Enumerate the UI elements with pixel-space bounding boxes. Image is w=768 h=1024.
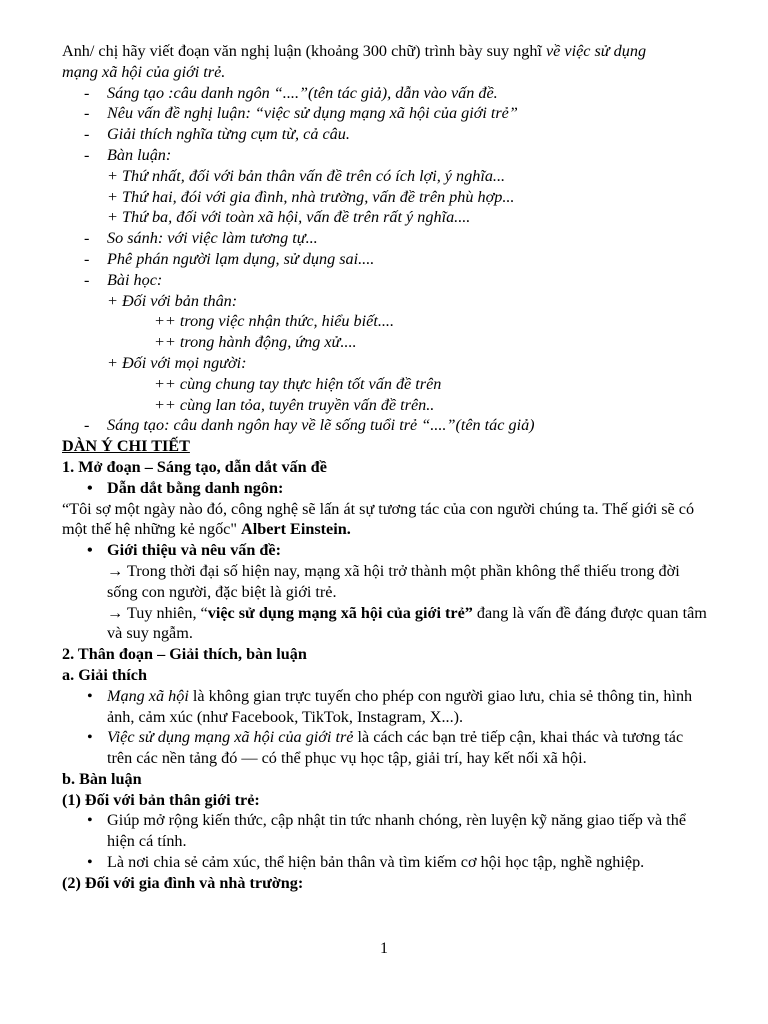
outline-item: - Sáng tạo :câu danh ngôn “....”(tên tác giả), dẫn vào vấn đề.: [84, 83, 498, 102]
document-body: [62, 41, 712, 894]
outline-subitem: + Thứ hai, đói với gia đình, nhà trường, vấn đề trên phù hợp...: [107, 187, 515, 206]
bullet-item: • Mạng xã hội là không gian trực tuyến cho phép con người giao lưu, chia sẻ thông tin, hình ảnh, cảm xúc (như Facebook, TikTok, Instagram, X...).: [87, 686, 693, 726]
section-heading: 1. Mở đoạn – Sáng tạo, dẫn dắt vấn đề: [62, 457, 327, 476]
outline-item: - So sánh: với việc làm tương tự...: [84, 229, 318, 248]
outline-subitem: + Đối với mọi người:: [107, 353, 247, 372]
bullet-item: • Dẫn dắt bằng danh ngôn:: [87, 478, 284, 497]
bullet-item: • Là nơi chia sẻ cảm xúc, thể hiện bản thân và tìm kiếm cơ hội học tập, nghề nghiệp.: [87, 853, 645, 872]
arrow-icon: →: [107, 603, 124, 622]
bullet-item: • Việc sử dụng mạng xã hội của giới trẻ là cách các bạn trẻ tiếp cận, khai thác và tương tác trên các nền tảng đó — có thể phục vụ học tập, giải trí, hay kết nối xã hội.: [87, 728, 684, 768]
arrow-icon: →: [107, 561, 124, 580]
subsection-heading: b. Bàn luận: [62, 769, 142, 788]
prompt-topic: về việc sử dụng: [545, 42, 647, 60]
outline-item: - Giải thích nghĩa từng cụm từ, cả câu.: [84, 125, 350, 144]
bullet-dot: •: [87, 686, 93, 705]
bullet-item: • Giới thiệu và nêu vấn đề:: [87, 541, 282, 560]
outline-subitem: + Đối với bản thân:: [107, 291, 238, 310]
subsection-heading: (2) Đối với gia đình và nhà trường:: [62, 873, 304, 892]
bullet-dot: •: [87, 853, 93, 872]
section-title: DÀN Ý CHI TIẾT: [62, 437, 190, 456]
section-heading: 2. Thân đoạn – Giải thích, bàn luận: [62, 645, 307, 664]
arrow-paragraph: → Tuy nhiên, “việc sử dụng mạng xã hội của giới trẻ” đang là vấn đề đáng được quan tâm và suy ngẫm.: [107, 603, 707, 643]
outline-item: - Bàn luận:: [84, 145, 172, 164]
subsection-heading: (1) Đối với bản thân giới trẻ:: [62, 790, 260, 809]
prompt-topic-cont: mạng xã hội của giới trẻ.: [62, 62, 226, 81]
bullet-dot: •: [87, 541, 93, 560]
outline-item: - Bài học:: [84, 270, 163, 289]
outline-item: - Nêu vấn đề nghị luận: “việc sử dụng mạng xã hội của giới trẻ”: [84, 104, 518, 123]
bullet-dot: •: [87, 478, 93, 497]
outline-subsubitem: ++ cùng chung tay thực hiện tốt vấn đề trên: [154, 374, 442, 393]
prompt-text: Anh/ chị hãy viết đoạn văn nghị luận (khoảng 300 chữ) trình bày suy nghĩ: [62, 42, 546, 60]
subsection-heading: a. Giải thích: [62, 665, 147, 684]
outline-item: - Sáng tạo: câu danh ngôn hay về lẽ sống tuổi trẻ “....”(tên tác giả): [84, 416, 535, 435]
outline-subitem: + Thứ ba, đối với toàn xã hội, vấn đề trên rất ý nghĩa....: [107, 208, 471, 227]
page-number: 1: [380, 940, 388, 957]
bullet-dot: •: [87, 728, 93, 747]
outline-subsubitem: ++ cùng lan tỏa, tuyên truyền vấn đề trên..: [154, 395, 435, 414]
prompt-paragraph: [62, 41, 712, 83]
outline-subsubitem: ++ trong việc nhận thức, hiểu biết....: [154, 312, 395, 331]
outline-subitem: + Thứ nhất, đối với bản thân vấn đề trên có ích lợi, ý nghĩa...: [107, 166, 506, 185]
bullet-dot: •: [87, 811, 93, 830]
quote-author: Albert Einstein.: [241, 520, 351, 539]
outline-item: - Phê phán người lạm dụng, sử dụng sai....: [84, 249, 375, 268]
bullet-item: • Giúp mở rộng kiến thức, cập nhật tin tức nhanh chóng, rèn luyện kỹ năng giao tiếp và thể hiện cá tính.: [87, 811, 687, 851]
quote-text: “Tôi sợ một ngày nào đó, công nghệ sẽ lấn át sự tương tác của con người chúng ta. Thế giới sẽ có một thế hệ những kẻ ngốc": [62, 499, 695, 539]
arrow-paragraph: → Trong thời đại số hiện nay, mạng xã hội trở thành một phần không thể thiếu trong đời sống con người, đặc biệt là giới trẻ.: [107, 561, 680, 601]
outline-subsubitem: ++ trong hành động, ứng xử....: [154, 333, 357, 352]
quote-paragraph: [62, 499, 712, 541]
